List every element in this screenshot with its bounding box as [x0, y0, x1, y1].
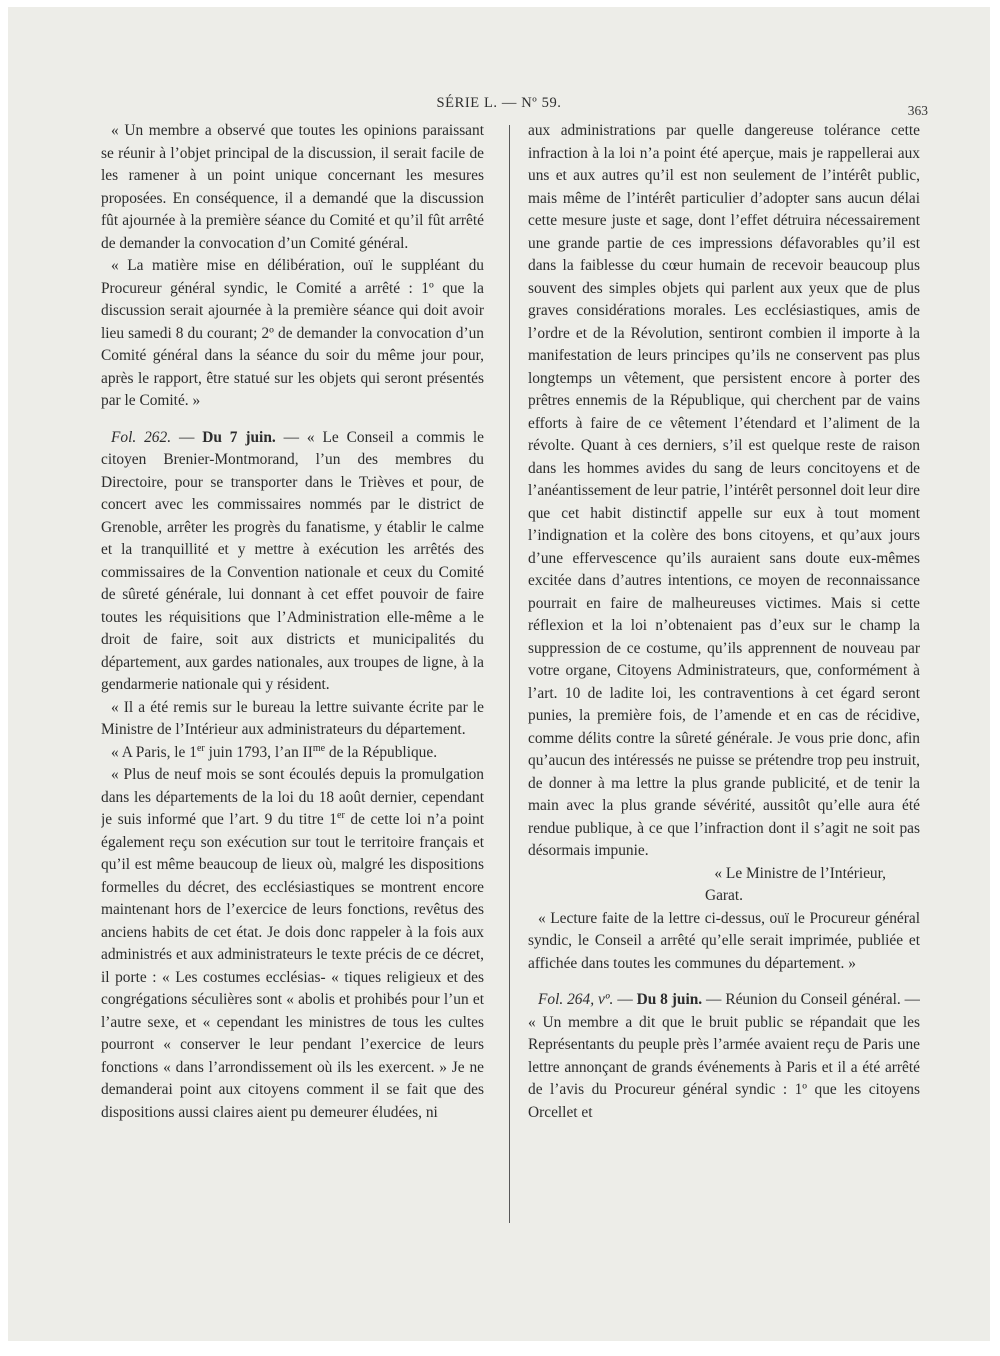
right-column: [528, 120, 920, 1230]
folio-reference: Fol. 262.: [111, 428, 172, 446]
scanned-page: [8, 7, 990, 1341]
entry-text: — Réunion du Conseil général. — « Un membre a dit que le bruit public se répandait que les Représentants du peuple près l’armée avaient reçu de Paris une lettre annonçant de grands événements à Paris et il a été arrêté de l’avis du Procureur général syndic : 1º que les citoyens Orcellet et: [528, 991, 920, 1121]
paragraph-comite-discussion: « Un membre a observé que toutes les opinions paraissant se réunir à l’objet principal de la discussion, il serait facile de les ramener à un point unique concernant les mesures proposées. En conséquence, il a demandé que la discussion fût ajournée à la première séance du Comité et qu’il fût arrêté de demander la convocation d’un Comité général.: [101, 122, 484, 252]
page-header: [8, 95, 990, 117]
page-number: 363: [907, 103, 928, 118]
letter-body-start: « Plus de neuf mois se sont écoulés depuis la promulgation dans les départements de la loi du 18 août dernier, cependant je suis informé que l’art. 9 du titre 1er de cette loi n’a point également reçu son exécution sur tout le territoire français et qu’il est même beaucoup de lieux où, malgré les dispositions formelles du décret, des ecclésiastiques se montrent encore maintenant hors de l’exercice de leurs fonctions, revêtus des anciens habits de cet état. Je dois donc rappeler à la fois aux administrés et aux administrateurs le texte précis de ce décret, il porte : « Les costumes ecclésias- « tiques religieux et des congrégations séculières sont « abolis et prohibés pour l’un et l’autre sexe, et « cependant les ministres de tous les cultes pourront « conserver le leur pendant l’exercice de leurs fonctions « dans l’arrondissement où ils les exercent. » Je ne demanderai point aux citoyens comment il se fait que des dispositions aussi claires aient pu demeurer éludées, ni: [101, 766, 484, 1121]
paragraph-lettre-remise: « Il a été remis sur le bureau la lettre suivante écrite par le Ministre de l’Intérieur aux administrateurs du département.: [101, 698, 484, 738]
running-head: SÉRIE L. — Nº 59.: [436, 95, 562, 111]
entry-date: Du 8 juin.: [636, 991, 703, 1008]
letter-body-continued: aux administrations par quelle dangereuse tolérance cette infraction à la loi n’a point été aperçue, mais je rappellerai aux uns et aux autres qu’il est non seulement de l’intérêt public, mais même de l’intérêt particulier d’adopter sans aucun délai cette mesure juste et sage, dont l’effet détruira nécessairement une grande partie de ces impressions défavorables qu’il est dans la faiblesse du cœur humain de recevoir beaucoup plus souvent des simples objets qui parlent aux yeux que de plus graves considérations morales. Les ecclésiastiques, amis de l’ordre et de la Révolution, sentiront combien il importe à la manifestation de leurs principes qu’ils ne conservent pas plus longtemps un vêtement, que persistent encore à porter des prêtres ennemis de la République, qui cherchent par de vains efforts à faire de ce vêtement l’étendard et l’aliment de la révolte. Quant à ces derniers, s’il est quelque reste de raison dans les hommes avides du sang de leurs concitoyens et de l’anéantissement de leur patrie, l’intérêt personnel doit leur dire que cet habit distinctif appelle sur eux à tout moment l’indignation et la colère des bons citoyens, et qu’aux jours d’une effervescence qu’ils auraient sans doute eux-mêmes excitée dans d’autres intentions, ce moyen de reconnaissance pourrait en faire de malheureuses victimes. Mais si cette réflexion et la loi n’obtenaient pas d’eux sur le champ la suppression de ce costume, qu’ils apprennent de nouveau par votre organe, Citoyens Administrateurs, que, conformément à l’art. 10 de ladite loi, les contraventions à cet égard seront punies, la première fois, de l’amende et en cas de récidive, comme délits contre la sûreté générale. Je vous prie donc, afin qu’aucun des intéressés ne puisse se prétendre trop peu instruit, de donner à ma lettre la plus grande publicité, et de tenir la main avec la plus grande sévérité, aussitôt qu’elle aura été rendue publique, à ce que l’infraction dont il s’agit ne soit pas désormais impunie.: [528, 122, 920, 859]
signature-name: Garat.: [704, 887, 744, 904]
column-divider: [509, 125, 510, 1223]
letter-dateline: « A Paris, le 1er juin 1793, l’an $II^{me}$ de la République.: [111, 742, 438, 761]
folio-reference: Fol. 264, vº.: [538, 991, 614, 1008]
entry-date: Du 7 juin.: [202, 428, 276, 446]
paragraph-comite-arrete: « La matière mise en délibération, ouï le suppléant du Procureur général syndic, le Comité a arrêté : 1º que la discussion serait ajournée à la première séance qui doit avoir lieu samedi 8 du courant; 2º de demander la convocation d’un Comité général dans la séance du soir du même jour pour, après le rapport, être statué sur les objets qui seront présentés par le Comité. »: [101, 257, 484, 409]
paragraph-lecture-faite: « Lecture faite de la lettre ci-dessus, ouï le Procureur général syndic, le Conseil a arrêté qu’elle serait imprimée, publiée et affichée dans toutes les communes du département. »: [528, 909, 920, 972]
left-column: [101, 120, 484, 1230]
entry-fol-262: Fol. 262. — Du 7 juin. — « Le Conseil a commis le citoyen Brenier-Montmorand, l’un des membres du Directoire, pour se transporter dans le Trièves et pour, de concert avec les commissaires nommés par le district de Grenoble, arrêter les progrès du fanatisme, y établir le calme et la tranquillité et y mettre à exécution les arrêtés des commissaires de la Convention nationale et ceux du Comité de sûreté générale, lui donnant à cet effet pouvoir de faire toutes les réquisitions que l’Administration elle-même a le droit de faire, soit aux districts et municipalités du département, aux gardes nationales, aux troupes de ligne, à la gendarmerie nationale qui y résident.: [101, 428, 484, 693]
entry-text: « Le Conseil a commis le citoyen Brenier-Montmorand, l’un des membres du Directoire, pour se transporter dans le Trièves et pour, de concert avec les commissaires nommés par le district de Grenoble, arrêter les progrès du fanatisme, y établir le calme et la tranquillité et y mettre à exécution les arrêtés des commissaires de la Convention nationale et ceux du Comité de sûreté générale, lui donnant à cet effet pouvoir de faire toutes les réquisitions que l’Administration elle-même a le droit de faire, soit aux districts et municipalités du département, aux gardes nationales, aux troupes de ligne, à la gendarmerie nationale qui y résident.: [101, 428, 484, 693]
signature-title: « Le Ministre de l’Intérieur,: [714, 864, 886, 882]
entry-fol-264: Fol. 264, vº. — Du 8 juin. — Réunion du Conseil général. — « Un membre a dit que le bruit public se répandait que les Représentants du peuple près l’armée avaient reçu de Paris une lettre annonçant de grands événements à Paris et il a été arrêté de l’avis du Procureur général syndic : 1º que les citoyens Orcellet et: [528, 991, 920, 1121]
